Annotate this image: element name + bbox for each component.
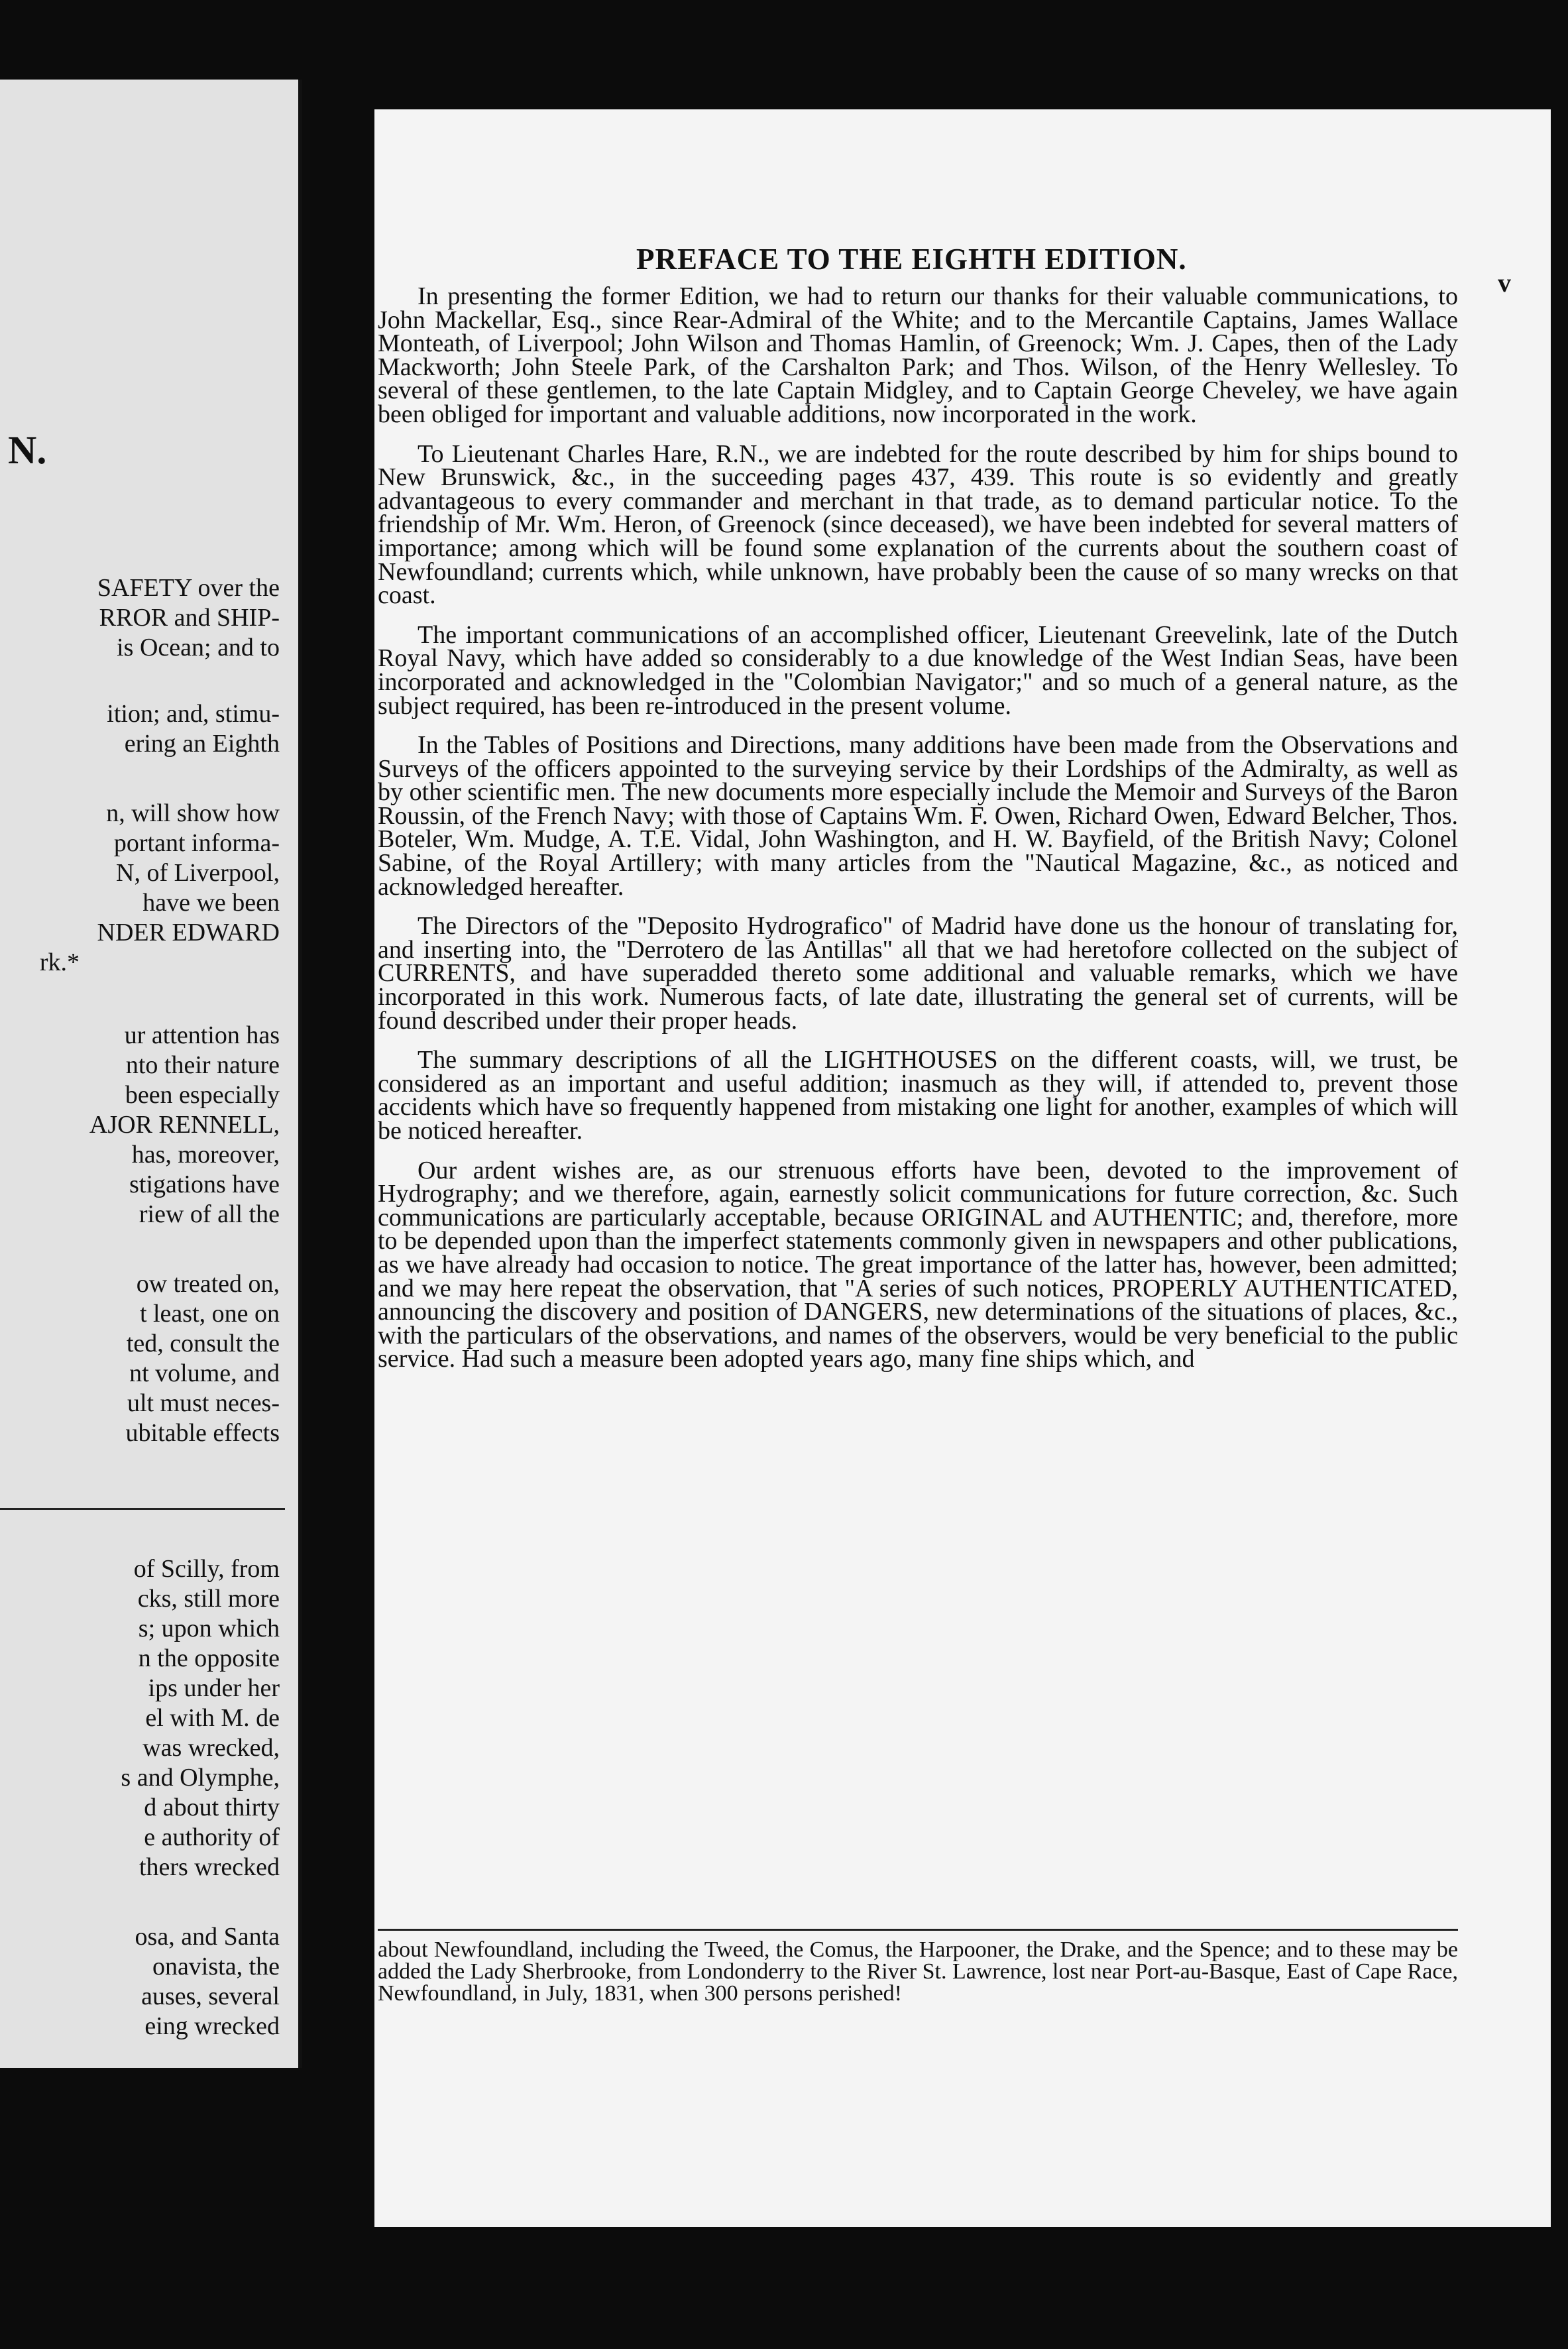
left-line: AJOR RENNELL, — [89, 1111, 280, 1139]
left-line: ering an Eighth — [124, 730, 280, 758]
left-line: ur attention has — [124, 1021, 280, 1049]
left-line: ips under her — [148, 1674, 280, 1702]
left-line: d about thirty — [144, 1794, 280, 1821]
left-line: n, will show how — [106, 799, 280, 827]
left-line: ult must neces- — [127, 1389, 280, 1417]
left-line: thers wrecked — [139, 1853, 280, 1881]
paragraph: The summary descriptions of all the LIGHTHOUSES on the different coasts, will, we trust, be considered as an important and useful addition; inasmuch as they will, if attended to, prevent those accidents which have so frequently happened from mistaking one light for another, examples of which will be noticed hereafter. — [378, 1046, 1458, 1145]
paragraph: The Directors of the "Deposito Hydrografico" of Madrid have done us the honour of translating for, and inserting into, the "Derrotero de las Antillas" all that we had heretofore collected on the subject of CURRENTS, and have superadded thereto some additional and valuable remarks, which we have incorporated in this work. Numerous facts, of late date, illustrating the general set of currents, will be found described under their proper heads. — [378, 912, 1458, 1035]
left-line: NDER EDWARD — [97, 919, 280, 946]
left-line: e authority of — [144, 1823, 280, 1851]
facing-page-fragment — [0, 80, 302, 2068]
left-line: riew of all the — [139, 1200, 280, 1228]
left-line: RROR and SHIP- — [99, 604, 280, 632]
left-line: have we been — [142, 889, 280, 917]
footnote — [378, 1939, 1458, 2004]
left-page-rule — [0, 1508, 285, 1510]
paragraph: The important communications of an accomplished officer, Lieutenant Greevelink, late of the Dutch Royal Navy, which have added so considerably to a due knowledge of the West Indian Seas, have been incorporated and acknowledged in the "Colombian Navigator;" and so much of a general nature, as the subject required, has been re-introduced in the present volume. — [378, 620, 1458, 720]
left-line: nt volume, and — [129, 1359, 280, 1387]
left-line: rk.* — [39, 948, 80, 976]
left-line: s and Olymphe, — [121, 1764, 280, 1792]
left-line: cks, still more — [137, 1585, 280, 1613]
left-line: el with M. de — [145, 1704, 280, 1732]
paragraph: To Lieutenant Charles Hare, R.N., we are indebted for the route described by him for ships bound to New Brunswick, &c., in the succeeding pages 437, 439. This route is so evidently and greatly advantageous to every commander and merchant in that trade, as to demand particular notice. To the friendship of Mr. Wm. Heron, of Greenock (since deceased), we have been indebted for several matters of importance; among which will be found some explanation of the currents about the southern coast of Newfoundland; currents which, while unknown, have probably been the cause of so many wrecks on that coast. — [378, 439, 1458, 610]
page-title: PREFACE TO THE EIGHTH EDITION. — [636, 243, 1187, 276]
footnote-text: about Newfoundland, including the Tweed, the Comus, the Harpooner, the Drake, and the Spence; and to these may be added the Lady Sherbrooke, from Londonderry to the River St. Lawrence, lost near Port-au-Basque, East of Cape Race, Newfoundland, in July, 1831, when 300 persons perished! — [378, 1937, 1458, 2006]
left-line: ow treated on, — [136, 1270, 280, 1298]
left-line: ted, consult the — [126, 1330, 280, 1357]
left-line: n the opposite — [138, 1644, 280, 1672]
left-line: onavista, the — [152, 1953, 280, 1980]
left-line: eing wrecked — [144, 2012, 280, 2040]
paragraph: In presenting the former Edition, we had to return our thanks for their valuable communications, to John Mackellar, Esq., since Rear-Admiral of the White; and to the Mercantile Captains, James Wallace Monteath, of Liverpool; John Wilson and Thomas Hamlin, of Greenock; Wm. J. Capes, then of the Lady Mackworth; John Steele Park, of the Carshalton Park; and Thos. Wilson, of the Henry Wellesley. To several of these gentlemen, to the late Captain Midgley, and to Captain George Cheveley, we have again been obliged for important and valuable additions, now incorporated in the work. — [378, 282, 1458, 428]
left-line: nto their nature — [125, 1051, 280, 1079]
left-line: ition; and, stimu- — [107, 700, 280, 728]
left-line: auses, several — [141, 1982, 280, 2010]
preface-body — [378, 282, 1458, 1387]
left-line: ubitable effects — [125, 1419, 280, 1447]
page-number: v — [1498, 268, 1511, 298]
left-line: was wrecked, — [142, 1734, 280, 1762]
paragraph: In the Tables of Positions and Directions, many additions have been made from the Observations and Surveys of the officers appointed to the surveying service by their Lordships of the Admiralty, as well as by other scientific men. The new documents more especially include the Memoir and Surveys of the Baron Roussin, of the French Navy; with those of Captains Wm. F. Owen, Richard Owen, Edward Belcher, Thos. Boteler, Wm. Mudge, A. T.E. Vidal, John Washington, and H. W. Bayfield, of the British Navy; Colonel Sabine, of the Royal Artillery; with many articles from the "Nautical Magazine, &c., as noticed and acknowledged hereafter. — [378, 731, 1458, 901]
left-line: been especially — [125, 1081, 280, 1109]
left-line: of Scilly, from — [133, 1555, 280, 1583]
paragraph: Our ardent wishes are, as our strenuous efforts have been, devoted to the improvement of Hydrography; and we therefore, again, earnestly solicit communications for future correction, &c. Such communications are particularly acceptable, because ORIGINAL and AUTHENTIC; and, therefore, more to be depended upon than the imperfect statements commonly given in newspapers and other publications, as we have already had occasion to notice. The great importance of the latter has, however, been admitted; and we may here repeat the observation, that "A series of such notices, PROPERLY AUTHENTICATED, announcing the discovery and position of DANGERS, new determinations of the situations of places, &c., with the particulars of the observations, and names of the observers, would be very beneficial to the public service. Had such a measure been adopted years ago, many fine ships which, and — [378, 1156, 1458, 1373]
left-line: N, of Liverpool, — [116, 859, 280, 887]
left-line: osa, and Santa — [135, 1923, 280, 1951]
left-line: has, moreover, — [131, 1141, 280, 1169]
preface-page — [374, 109, 1551, 2227]
left-line: t least, one on — [139, 1300, 280, 1328]
left-line: N. — [8, 428, 47, 472]
left-line: s; upon which — [138, 1615, 280, 1642]
left-line: is Ocean; and to — [117, 634, 280, 661]
left-line: stigations have — [129, 1171, 280, 1198]
left-line: SAFETY over the — [97, 574, 280, 602]
footnote-rule — [378, 1929, 1458, 1931]
left-line: portant informa- — [113, 829, 280, 857]
